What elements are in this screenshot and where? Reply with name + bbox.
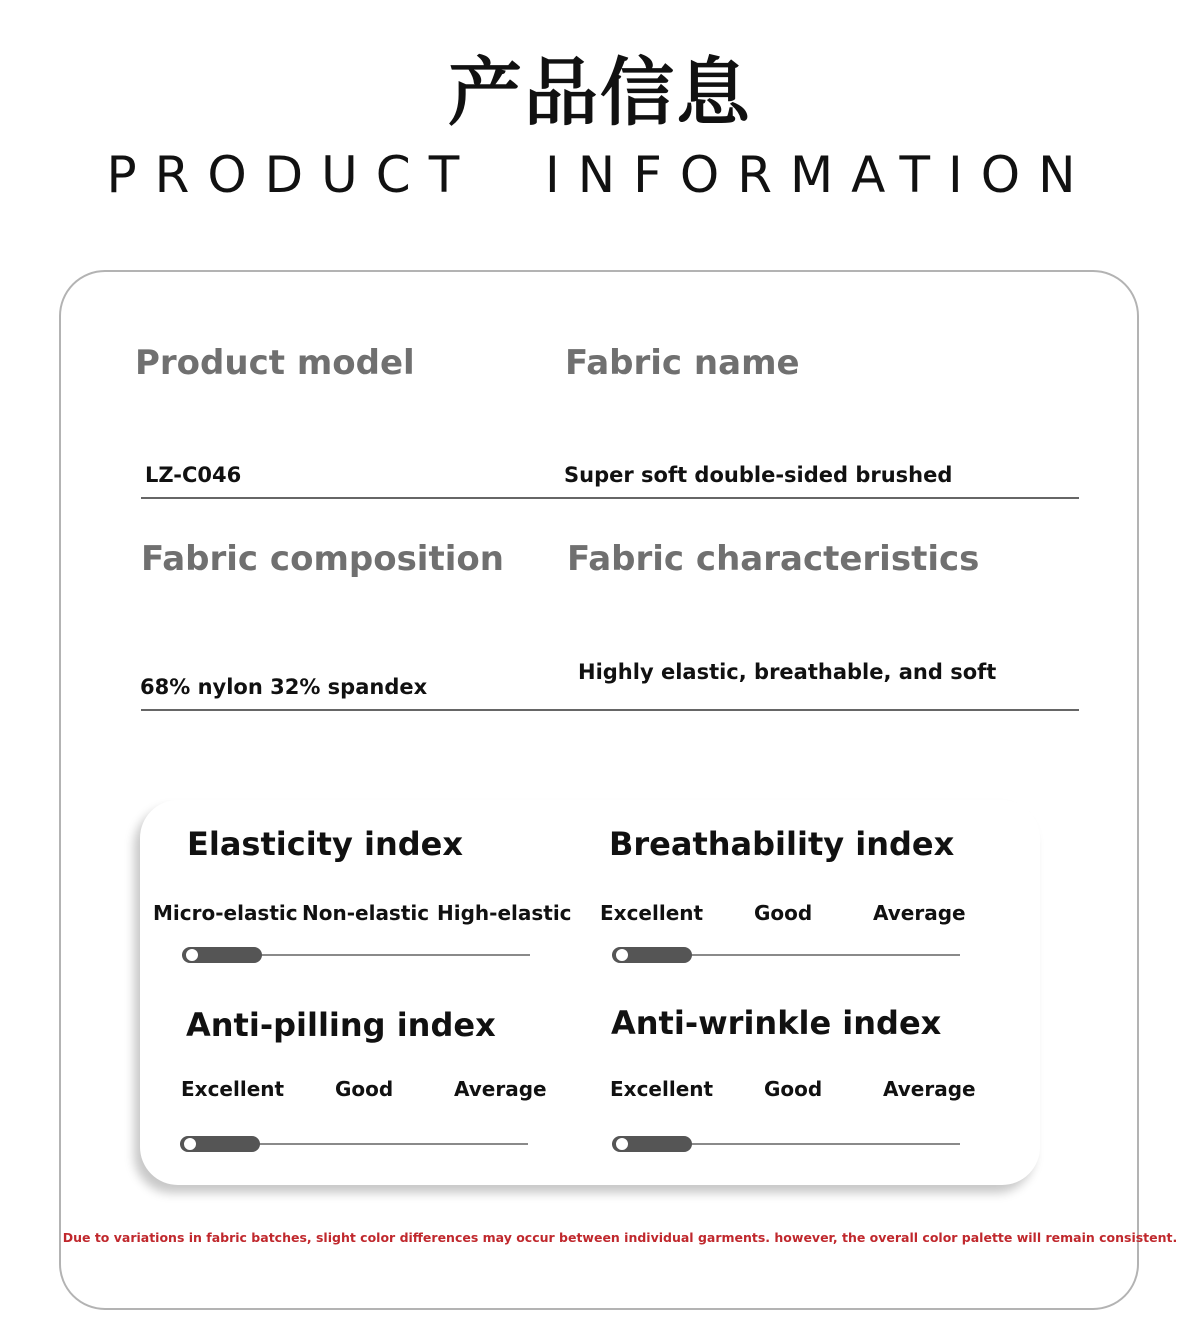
slider-knob xyxy=(615,1137,629,1151)
page-title-chinese: 产品信息 xyxy=(448,50,752,136)
breathability-option-3: Average xyxy=(873,901,966,925)
anti-wrinkle-option-2: Good xyxy=(764,1077,823,1101)
breathability-option-2: Good xyxy=(754,901,813,925)
fabric-name-value: Super soft double-sided brushed xyxy=(564,463,953,487)
anti-pilling-option-2: Good xyxy=(335,1077,394,1101)
breathability-index-title: Breathability index xyxy=(609,825,955,863)
elasticity-option-3: High-elastic xyxy=(437,901,572,925)
fabric-characteristics-label: Fabric characteristics xyxy=(567,539,980,579)
elasticity-option-1: Micro-elastic xyxy=(153,901,298,925)
slider-knob xyxy=(615,948,629,962)
fabric-name-label: Fabric name xyxy=(565,343,800,383)
color-variation-notice: Due to variations in fabric batches, slight color differences may occur between individual garments. however, the overall color palette will remain consistent. xyxy=(62,1230,1178,1245)
product-model-label: Product model xyxy=(135,343,415,383)
elasticity-option-2: Non-elastic xyxy=(302,901,430,925)
divider-line xyxy=(141,497,1079,499)
fabric-composition-value: 68% nylon 32% spandex xyxy=(140,675,428,699)
slider-knob xyxy=(185,948,199,962)
fabric-composition-label: Fabric composition xyxy=(141,539,504,579)
anti-pilling-option-1: Excellent xyxy=(181,1077,285,1101)
breathability-option-1: Excellent xyxy=(600,901,704,925)
elasticity-index-title: Elasticity index xyxy=(187,825,463,863)
slider-knob xyxy=(183,1137,197,1151)
anti-wrinkle-option-3: Average xyxy=(883,1077,976,1101)
anti-wrinkle-index-title: Anti-wrinkle index xyxy=(611,1004,942,1042)
anti-pilling-option-3: Average xyxy=(454,1077,547,1101)
page-title-english: PRODUCT INFORMATION xyxy=(106,146,1094,204)
product-model-value: LZ-C046 xyxy=(145,463,242,487)
divider-line xyxy=(141,709,1079,711)
anti-wrinkle-option-1: Excellent xyxy=(610,1077,714,1101)
fabric-characteristics-value: Highly elastic, breathable, and soft xyxy=(578,660,997,684)
anti-pilling-index-title: Anti-pilling index xyxy=(186,1006,496,1044)
